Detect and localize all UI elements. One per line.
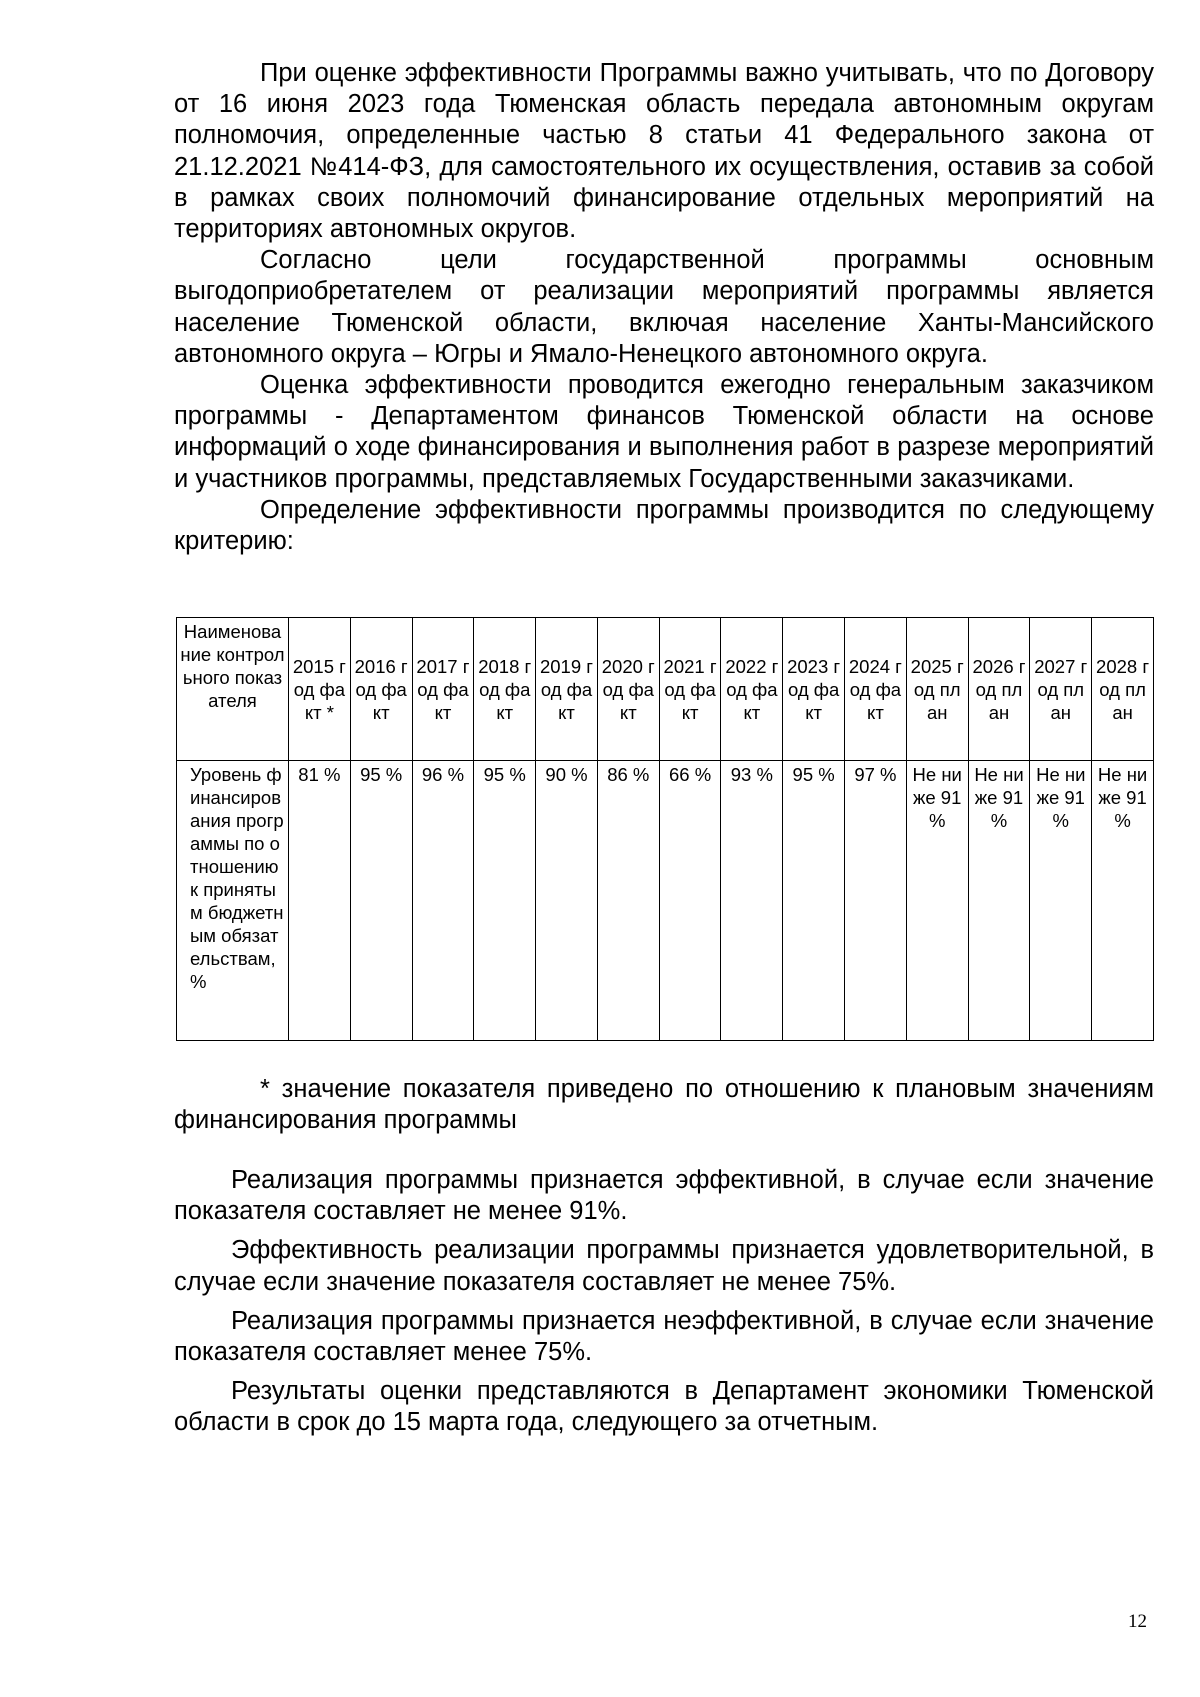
header-year: 2027 год план: [1030, 618, 1092, 761]
header-year: 2021 год факт: [659, 618, 721, 761]
header-year: 2023 год факт: [783, 618, 845, 761]
header-year: 2017 год факт: [412, 618, 474, 761]
paragraph-delegation: При оценке эффективности Программы важно учитывать, что по Договору от 16 июня 2023 года Тюменская область передала автономным округам полномочия, определенные частью 8 статьи 41 Федерального закона от 21.12.2021 №414-ФЗ, для самостоятельного их осуществления, оставив за собой в рамках своих полномочий финансирование отдельных мероприятий на территориях автономных округов.: [174, 59, 1154, 244]
value-cell: 95 %: [474, 761, 536, 1041]
value-cell: 95 %: [350, 761, 412, 1041]
header-year: 2025 год план: [906, 618, 968, 761]
header-year: 2016 год факт: [350, 618, 412, 761]
paragraph-beneficiary: Согласно цели государственной программы основным выгодоприобретателем от реализации мероприятий программы является население Тюменской области, включая население Ханты-Мансийского автономного округа – Югры и Ямало-Ненецкого автономного округа.: [174, 246, 1154, 368]
conclusion-satisfactory: Эффективность реализации программы признается удовлетворительной, в случае если значение показателя составляет не менее 75%.: [174, 1236, 1154, 1296]
row-indicator-label: Уровень финансирования программы по отношению к принятым бюджетным обязательствам, %: [177, 761, 289, 1041]
page-number: 12: [1128, 1611, 1147, 1632]
paragraph-criterion: Определение эффективности программы производится по следующему критерию:: [174, 495, 1154, 556]
header-year: 2026 год план: [968, 618, 1030, 761]
intro-text: [174, 58, 1154, 557]
value-cell: 93 %: [721, 761, 783, 1041]
table-row: [177, 761, 1154, 1041]
header-year: 2028 год план: [1092, 618, 1154, 761]
header-year: 2024 год факт: [845, 618, 907, 761]
conclusion-effective: Реализация программы признается эффективной, в случае если значение показателя составляет не менее 91%.: [174, 1166, 1154, 1226]
header-indicator-name: Наименование контрольного показателя: [177, 618, 289, 761]
value-cell: 95 %: [783, 761, 845, 1041]
table-header-row: [177, 618, 1154, 761]
value-cell: 86 %: [597, 761, 659, 1041]
footnote: [174, 1074, 1154, 1136]
value-cell: 97 %: [845, 761, 907, 1041]
paragraph-evaluation: Оценка эффективности проводится ежегодно генеральным заказчиком программы - Департаментом финансов Тюменской области на основе информаций о ходе финансирования и выполнения работ в разрезе мероприятий и участников программы, представляемых Государственными заказчиками.: [174, 371, 1154, 493]
header-year: 2019 год факт: [536, 618, 598, 761]
header-year: 2018 год факт: [474, 618, 536, 761]
conclusions: [174, 1165, 1154, 1447]
value-cell: 66 %: [659, 761, 721, 1041]
value-cell: 96 %: [412, 761, 474, 1041]
value-cell: 81 %: [289, 761, 351, 1041]
footnote-text: * значение показателя приведено по отношению к плановым значениям финансирования программы: [174, 1075, 1154, 1135]
value-cell: Не ниже 91 %: [1030, 761, 1092, 1041]
value-cell: Не ниже 91 %: [906, 761, 968, 1041]
header-year: 2020 год факт: [597, 618, 659, 761]
header-year: 2015 год факт *: [289, 618, 351, 761]
conclusion-ineffective: Реализация программы признается неэффективной, в случае если значение показателя составляет менее 75%.: [174, 1306, 1154, 1367]
value-cell: Не ниже 91 %: [1092, 761, 1154, 1041]
conclusion-reporting: Результаты оценки представляются в Департамент экономики Тюменской области в срок до 15 марта года, следующего за отчетным.: [174, 1377, 1154, 1437]
criterion-table: [176, 617, 1154, 1041]
value-cell: 90 %: [536, 761, 598, 1041]
value-cell: Не ниже 91 %: [968, 761, 1030, 1041]
header-year: 2022 год факт: [721, 618, 783, 761]
